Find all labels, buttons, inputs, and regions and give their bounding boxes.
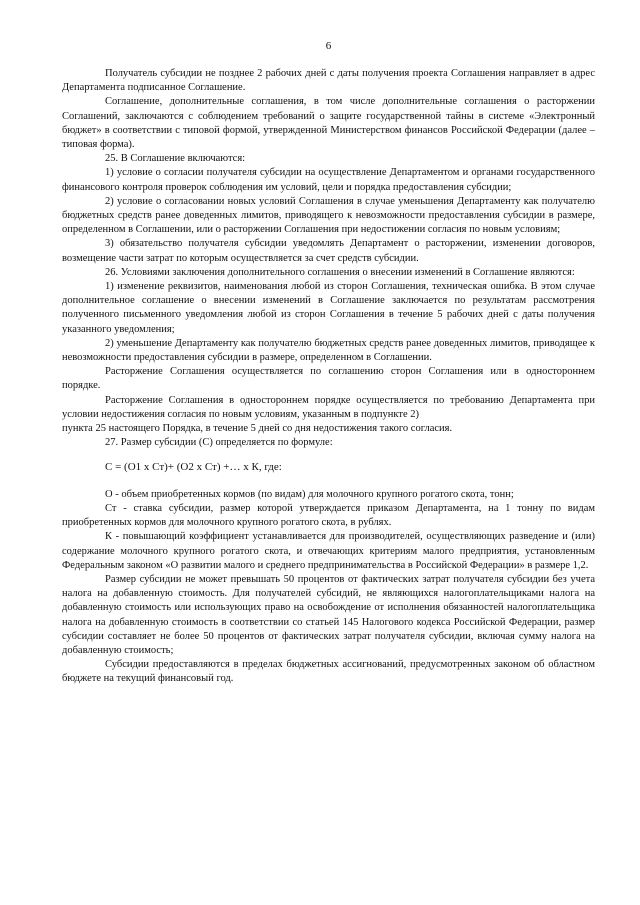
paragraph: 1) изменение реквизитов, наименования любой из сторон Соглашения, техническая ошибка. В этом случае дополнительное соглашение о внесении изменений в Соглашение заключается по результатам рассмотрения полученного письменного уведомления любой из сторон Соглашения в течение 5 рабочих дней с даты получения указанного уведомления; <box>62 281 595 335</box>
paragraph: 2) условие о согласовании новых условий Соглашения в случае уменьшения Департаменту как получателю бюджетных средств ранее доведенных лимитов, приводящего к невозможности предоставления субсидии в размере, определенном в Соглашении, или о расторжении Соглашения при недостижении согласия по новым условиям; <box>62 195 595 236</box>
paragraph: Ст - ставка субсидии, размер которой утверждается приказом Департамента, на 1 тонну по видам приобретенных кормов для молочного крупного рогатого скота, в рублях. <box>62 502 595 529</box>
subsidy-formula: С = (О1 x Ст)+ (О2 x Ст) +… x К, где: <box>105 461 282 474</box>
paragraph: 2) уменьшение Департаменту как получателю бюджетных средств ранее доведенных лимитов, приводящее к невозможности предоставления субсидии в размере, определенном в Соглашении. <box>62 337 595 364</box>
paragraph: Получатель субсидии не позднее 2 рабочих дней с даты получения проекта Соглашения направляет в адрес Департамента подписанное Соглашение. <box>62 68 595 94</box>
page-number: 6 <box>325 40 332 52</box>
paragraph: Субсидии предоставляются в пределах бюджетных ассигнований, предусмотренных законом об областном бюджете на текущий финансовый год. <box>62 659 595 685</box>
paragraph: 27. Размер субсидии (С) определяется по формуле: <box>105 437 333 449</box>
paragraph: О - объем приобретенных кормов (по видам) для молочного крупного рогатого скота, тонн; <box>105 488 514 500</box>
paragraph: Расторжение Соглашения осуществляется по соглашению сторон Соглашения или в одностороннем порядке. <box>62 366 595 392</box>
paragraph: 1) условие о согласии получателя субсидии на осуществление Департаментом и органами государственного финансового контроля проверок соблюдения им условий, цели и порядка предоставления субсидии; <box>62 167 595 193</box>
paragraph: 25. В Соглашение включаются: <box>105 153 246 165</box>
document-page <box>62 0 595 687</box>
paragraph: Соглашение, дополнительные соглашения, в том числе дополнительные соглашения о расторжении Соглашений, заключаются с соблюдением требований о защите государственной тайны в системе «Электронный бюджет» в соответствии с типовой формой, утвержденной Министерством финансов Российской Федерации (далее – типовая форма). <box>62 96 595 151</box>
paragraph: 3) обязательство получателя субсидии уведомлять Департамент о расторжении, изменении договоров, возмещение части затрат по которым осуществляется за счет средств субсидии. <box>62 238 595 264</box>
paragraph: К - повышающий коэффициент устанавливается для производителей, осуществляющих разведение и (или) содержание молочного крупного рогатого скота, и отвечающих критериям малого предприятия, установленным Федеральным законом «О развитии малого и среднего предпринимательства в Российской Федерации» в размере 1,2. <box>62 531 595 571</box>
paragraph: 26. Условиями заключения дополнительного соглашения о внесении изменений в Соглашение являются: <box>105 266 575 278</box>
paragraph: пункта 25 настоящего Порядка, в течение 5 дней со дня недостижения такого согласия. <box>62 423 453 435</box>
paragraph: Расторжение Соглашения в одностороннем порядке осуществляется по требованию Департамента при условии недостижения согласия по новым условиям, указанным в подпункте 2) <box>62 394 595 420</box>
paragraph: Размер субсидии не может превышать 50 процентов от фактических затрат получателя субсидии без учета налога на добавленную стоимость. Для получателей субсидий, не являющихся налогоплательщиками налога на добавленную стоимость или использующих право на освобождение от исполнения обязанностей налогоплательщика налога на добавленную стоимость в соответствии со статьей 145 Налогового кодекса Российской Федерации, размер субсидии составляет не более 50 процентов от фактических затрат получателя субсидии, включая сумму налога на добавленную стоимость; <box>62 573 595 656</box>
